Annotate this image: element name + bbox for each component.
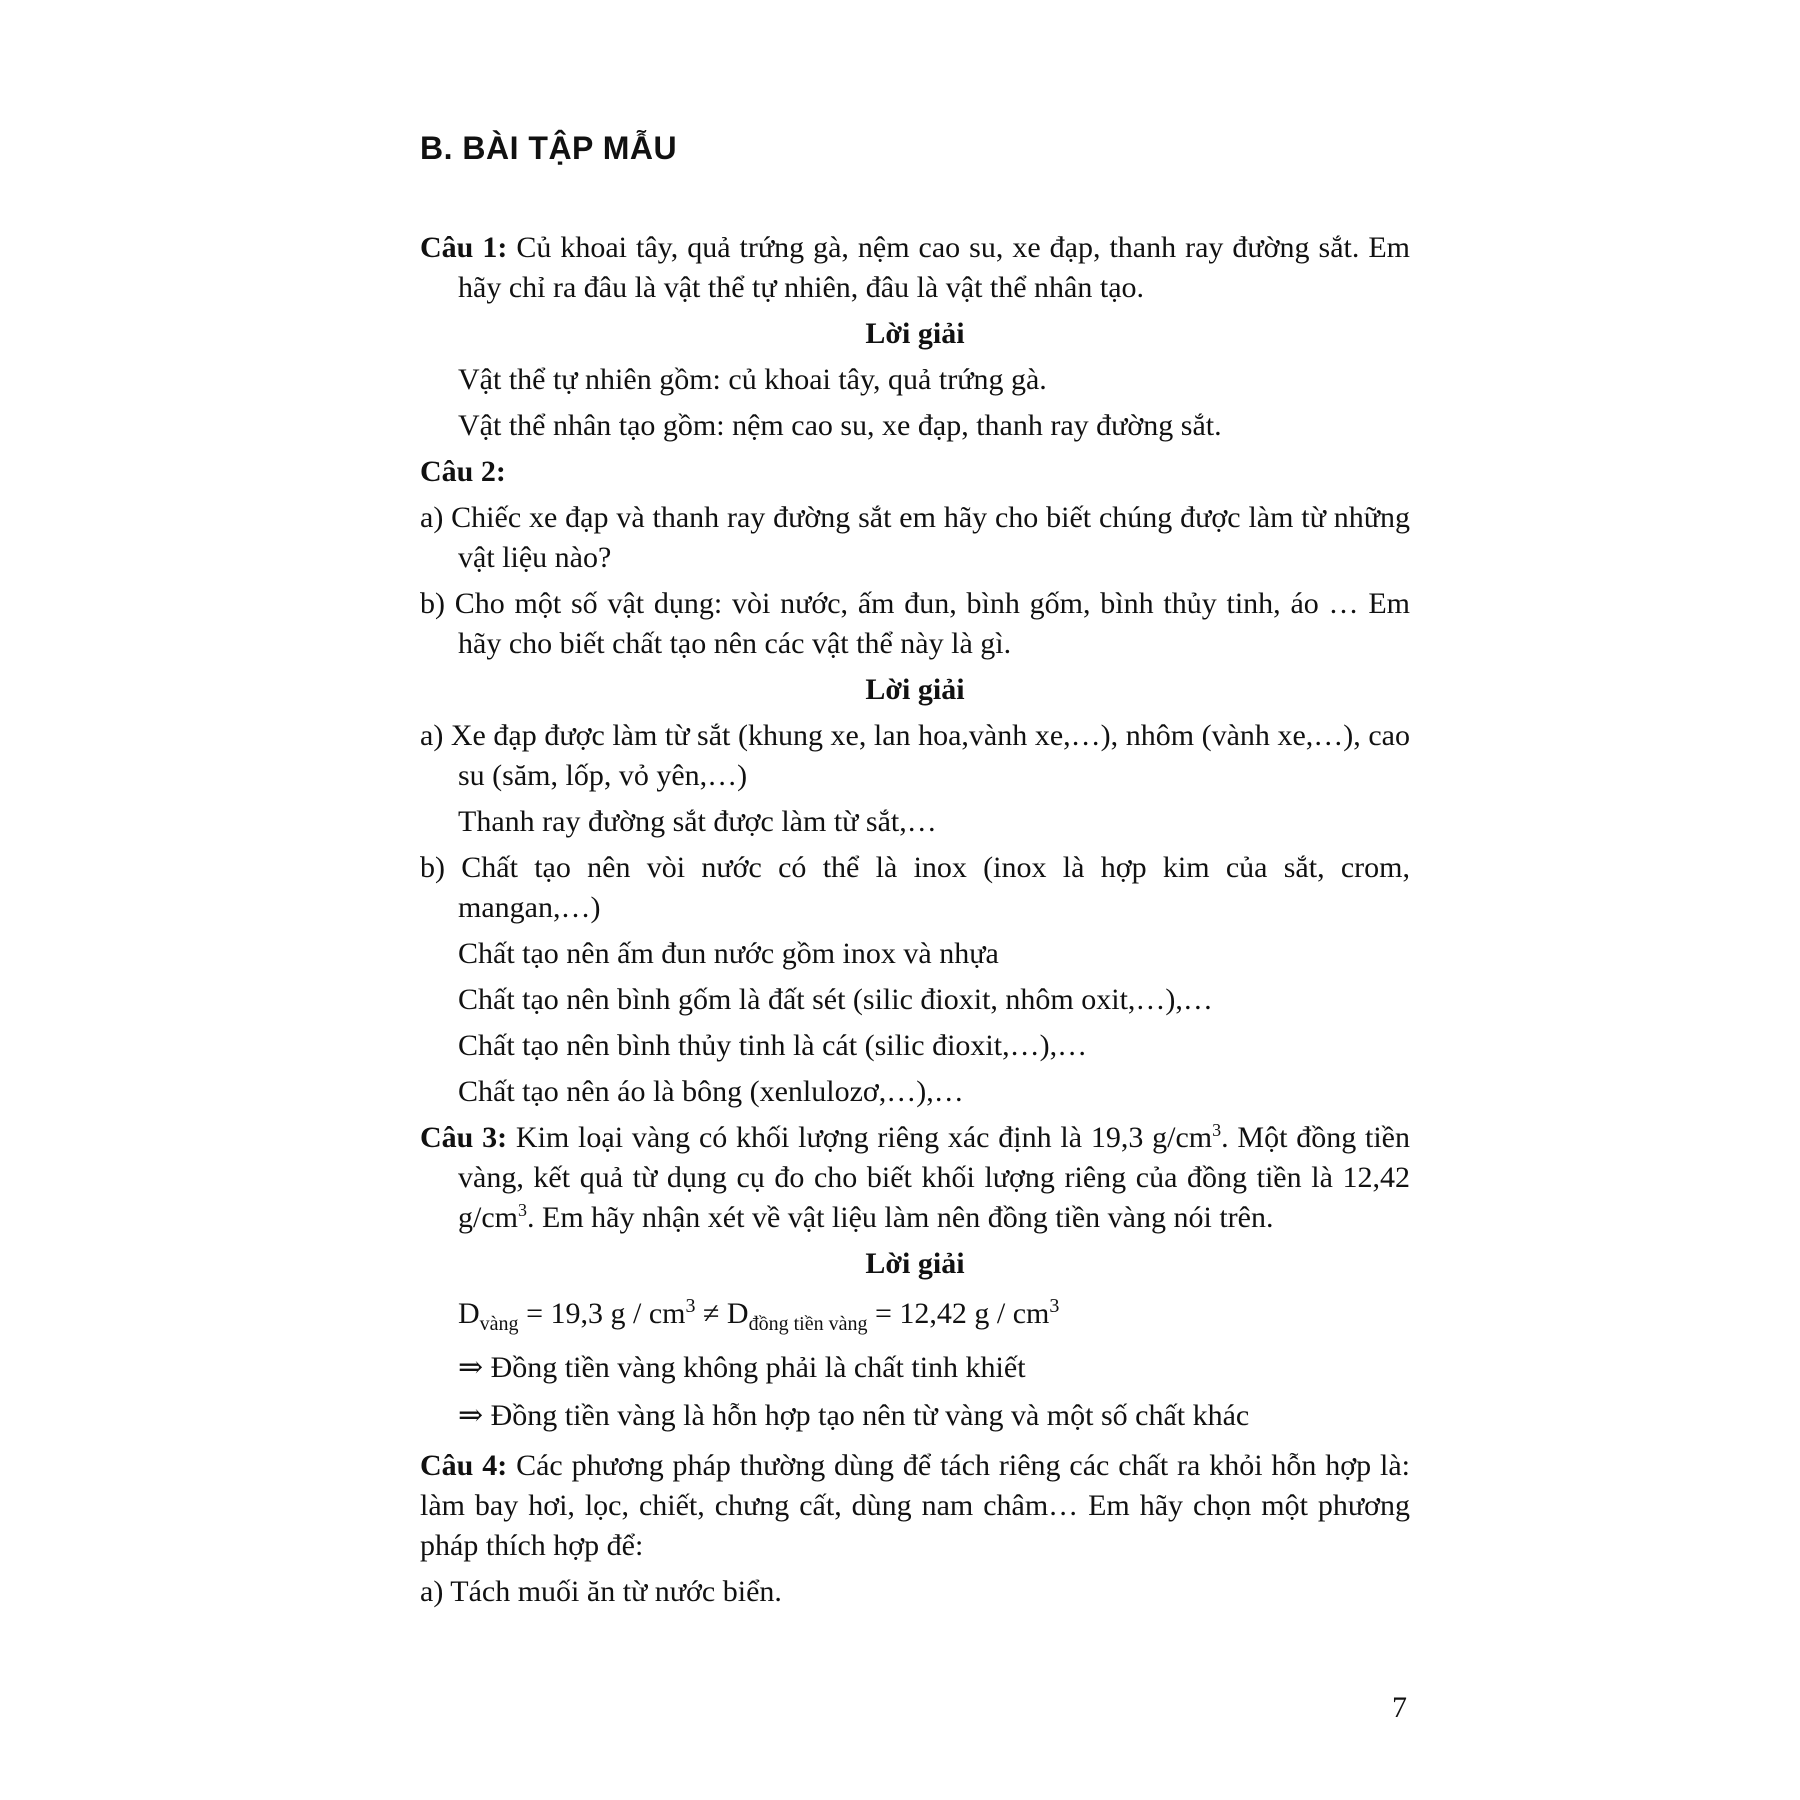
question-1-label: Câu 1: (420, 231, 508, 264)
section-title: B. BÀI TẬP MẪU (420, 130, 678, 166)
question-1-text: Củ khoai tây, quả trứng gà, nệm cao su, xe đạp, thanh ray đường sắt. Em hãy chỉ ra đâu là vật thể tự nhiên, đâu là vật thể nhân tạo. (458, 231, 1411, 304)
formula-d1-sub: vàng (479, 1313, 519, 1335)
answer-2a: a) Xe đạp được làm từ sắt (khung xe, lan hoa,vành xe,…), nhôm (vành xe,…), cao su (săm, lốp, vỏ yên,…) (420, 719, 1410, 792)
formula-d2-sub: đồng tiền vàng (748, 1313, 868, 1335)
solution-heading-2: Lời giải (865, 673, 965, 706)
answer-1-natural: Vật thể tự nhiên gồm: củ khoai tây, quả trứng gà. (458, 363, 1047, 396)
formula-eq2: = 12,42 g / cm (867, 1297, 1050, 1330)
question-4a: a) Tách muối ăn từ nước biển. (420, 1575, 782, 1608)
answer-2a-rail: Thanh ray đường sắt được làm từ sắt,… (458, 805, 937, 838)
answer-2b-ceramic: Chất tạo nên bình gốm là đất sét (silic đioxit, nhôm oxit,…),… (458, 983, 1213, 1016)
formula-eq1: = 19,3 g / cm (518, 1297, 686, 1330)
question-4-label: Câu 4: (420, 1449, 508, 1482)
question-3-text-c: . Em hãy nhận xét về vật liệu làm nên đồng tiền vàng nói trên. (527, 1201, 1274, 1234)
superscript-3: 3 (1212, 1120, 1222, 1140)
question-3 (420, 1118, 1410, 1238)
answer-2b-kettle: Chất tạo nên ấm đun nước gồm inox và nhựa (458, 937, 999, 970)
question-3-text-b: . Một đồng tiền vàng, kết quả từ dụng cụ đo cho biết khối lượng riêng của đồng tiền là 12,42 g/cm (458, 1121, 1410, 1234)
page-content (420, 128, 1410, 1618)
question-4-text: Các phương pháp thường dùng để tách riêng các chất ra khỏi hỗn hợp là: làm bay hơi, lọc, chiết, chưng cất, dùng nam châm… Em hãy chọn một phương pháp thích hợp để: (420, 1449, 1410, 1562)
formula-neq: ≠ D (695, 1297, 749, 1330)
question-3-label: Câu 3: (420, 1121, 508, 1154)
answer-2b-shirt: Chất tạo nên áo là bông (xenlulozơ,…),… (458, 1075, 964, 1108)
formula-d1: D (458, 1297, 480, 1330)
answer-1-artificial: Vật thể nhân tạo gồm: nệm cao su, xe đạp, thanh ray đường sắt. (458, 409, 1222, 442)
formula-sup2: 3 (1049, 1295, 1060, 1317)
conclusion-2: ⇒ Đồng tiền vàng là hỗn hợp tạo nên từ vàng và một số chất khác (458, 1399, 1250, 1432)
solution-heading-1: Lời giải (865, 317, 965, 350)
question-1 (420, 228, 1410, 308)
superscript-3: 3 (518, 1200, 527, 1220)
formula-sup1: 3 (685, 1295, 696, 1317)
question-2b: b) Cho một số vật dụng: vòi nước, ấm đun, bình gốm, bình thủy tinh, áo … Em hãy cho biết chất tạo nên các vật thể này là gì. (420, 587, 1410, 660)
question-4 (420, 1446, 1410, 1566)
conclusion-1: ⇒ Đồng tiền vàng không phải là chất tinh khiết (458, 1351, 1026, 1384)
page-number: 7 (1392, 1691, 1407, 1724)
question-2-label: Câu 2: (420, 455, 506, 488)
question-3-text-a: Kim loại vàng có khối lượng riêng xác định là 19,3 g/cm (507, 1121, 1213, 1154)
solution-heading-3: Lời giải (865, 1247, 965, 1280)
density-formula (420, 1294, 1410, 1334)
answer-2b: b) Chất tạo nên vòi nước có thể là inox (inox là hợp kim của sắt, crom, mangan,…) (420, 851, 1410, 924)
question-2a: a) Chiếc xe đạp và thanh ray đường sắt em hãy cho biết chúng được làm từ những vật liệu nào? (420, 501, 1410, 574)
answer-2b-glass: Chất tạo nên bình thủy tinh là cát (silic đioxit,…),… (458, 1029, 1088, 1062)
